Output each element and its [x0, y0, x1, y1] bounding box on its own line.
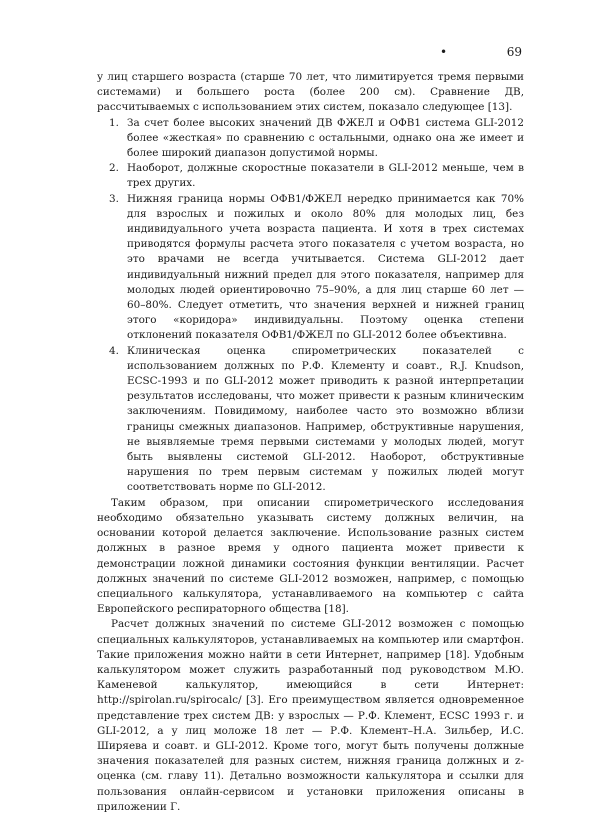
list-item [97, 344, 524, 496]
list-item-text: Клиническая оценка спирометрических показателей с использованием должных по Р.Ф. Клементу и соавт., R.J. Knudson, ECSC-1993 и по GLI-2012 может приводить к разной интерпретации результатов исследованы, что может привести к разным клиническим заключениям. Повидимому, наиболее часто это возможно вблизи границы смежных диапазонов. Например, обструктивные нарушения, не выявляемые тремя первыми системами у молодых людей, могут быть выявлены системой GLI-2012. Наоборот, обструктивные нарушения по трем первым системам у пожилых людей могут соответствовать норме по GLI-2012. [127, 344, 524, 494]
list-item-number: 4. [109, 344, 119, 357]
list-item [97, 161, 524, 191]
page-number: 69 [506, 45, 522, 59]
list-item-number: 2. [109, 162, 119, 175]
list-item [97, 192, 524, 344]
paragraph-conclusion: Таким образом, при описании спирометрического исследования необходимо обязательно указывать систему должных величин, на основании которой делается заключение. Использование разных систем должных в разное время у одного пациента может привести к демонстрации ложной динамики состояния функции вентиляции. Расчет должных значений по системе GLI-2012 возможен, например, с помощью специального калькулятора, устанавливаемого на компьютер с сайта Европейского респираторного общества [18]. [97, 496, 524, 616]
list-item-text: Нижняя граница нормы ОФВ1/ФЖЕЛ нередко принимается как 70% для взрослых и пожилых и около 80% для молодых лиц, без индивидуального учета возраста пациента. И хотя в трех системах приводятся формулы расчета этого показателя с учетом возраста, но это врачами не всегда учитывается. Система GLI-2012 дает индивидуальный нижний предел для этого показателя, например для молодых людей ориентировочно 75–90%, а для лиц старше 60 лет — 60–80%. Следует отметить, что значения верхней и нижней границ этого «коридора» индивидуальны. Поэтому оценка степени отклонений показателя ОФВ1/ФЖЕЛ по GLI-2012 более объективна. [127, 192, 524, 342]
paragraph-calculator: Расчет должных значений по системе GLI-2012 возможен с помощью специальных калькуляторов, устанавливаемых на компьютер или смартфон. Такие приложения можно найти в сети Интернет, например [18]. Удобным калькулятором может служить разработанный под руководством М.Ю. Каменевой калькулятор, имеющийся в сети Интернет: http://spirolan.ru/spirocalc/ [3]. Его преимуществом является одновременное представление трех систем ДВ: у взрослых — Р.Ф. Клемент, ECSC 1993 г. и GLI-2012, а у лиц моложе 18 лет — Р.Ф. Клемент–Н.А. Зильбер, И.С. Ширяева и соавт. и GLI-2012. Кроме того, могут быть получены должные значения показателей для разных систем, нижняя граница должных и z-оценка (см. главу 11). Детально возможности калькулятора и ссылки для пользования онлайн-сервисом и установки приложения описаны в приложении Г. [97, 618, 524, 813]
header-bullet: • [440, 45, 448, 59]
paragraph-intro: у лиц старшего возраста (старше 70 лет, что лимитируется тремя первыми системами) и большего роста (более 200 см). Сравнение ДВ, рассчитываемых с использованием этих систем, показало следующее [13]. [97, 71, 524, 114]
list-item [97, 116, 524, 162]
list-item-text: За счет более высоких значений ДВ ФЖЕЛ и ОФВ1 система GLI-2012 более «жесткая» по сравнению с остальными, однако она же имеет и более широкий диапазон допустимой нормы. [127, 116, 524, 160]
comparison-list [97, 116, 524, 496]
list-item-number: 3. [109, 192, 119, 205]
list-item-number: 1. [109, 116, 119, 129]
list-item-text: Наоборот, должные скоростные показатели в GLI-2012 меньше, чем в трех других. [127, 162, 524, 190]
page-body [97, 70, 524, 815]
page-header [440, 45, 522, 63]
